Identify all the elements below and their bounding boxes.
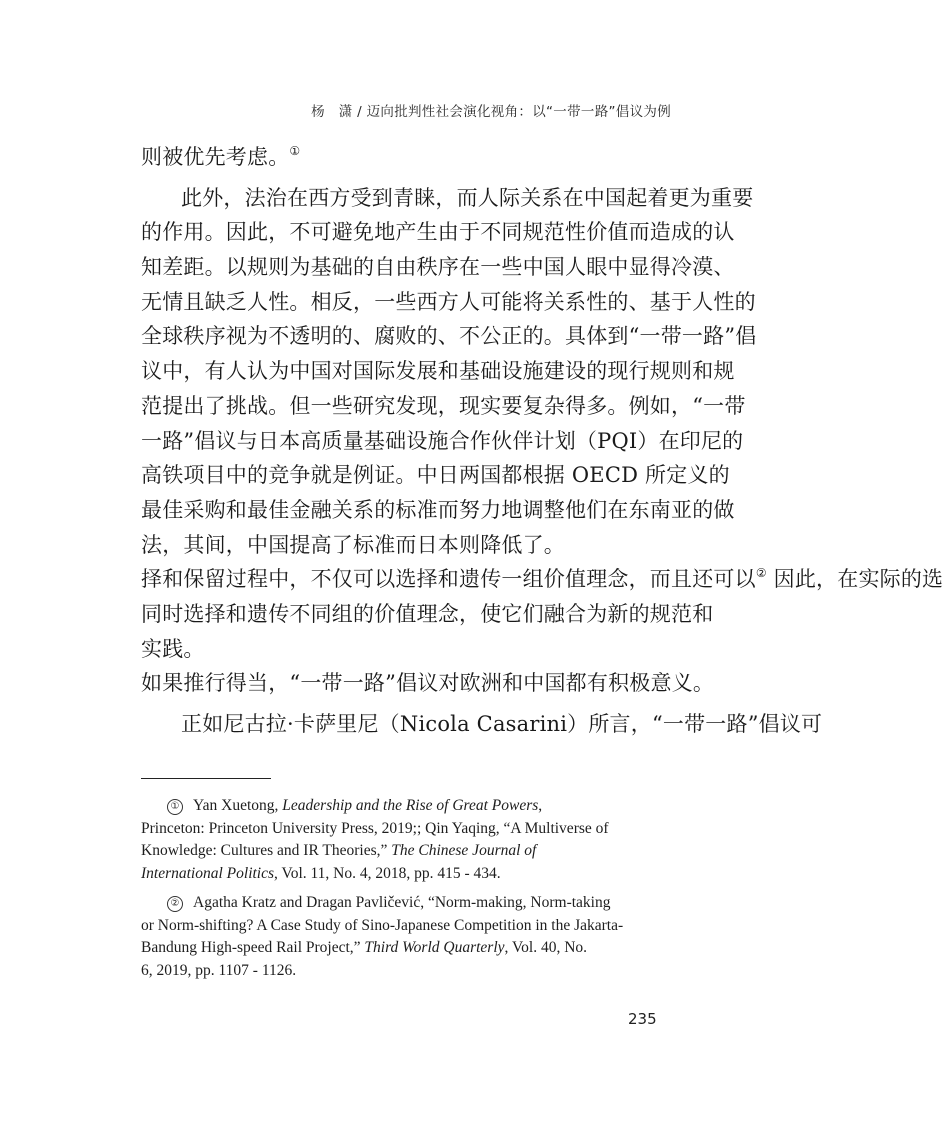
body-line: 如果推行得当，“一带一路”倡议对欧洲和中国都有积极意义。 bbox=[141, 671, 715, 696]
body-line: 高铁项目中的竞争就是例证。中日两国都根据 OECD 所定义的 bbox=[141, 463, 730, 488]
footnote-ref-1[interactable]: ① bbox=[289, 144, 301, 158]
body-line bbox=[141, 742, 681, 777]
footnote-ref-2[interactable]: ② bbox=[755, 566, 767, 581]
body-line: 法，其间，中国提高了标准而日本则降低了。 bbox=[141, 532, 565, 557]
footnote-1-line: International Politics, Vol. 11, No. 4, 2018, pp. 415 - 434. bbox=[141, 864, 501, 882]
body-line: 实践。 bbox=[141, 636, 205, 661]
body-line: 则被优先考虑。① bbox=[141, 144, 301, 169]
body-line: 知差距。以规则为基础的自由秩序在一些中国人眼中显得冷漠、 bbox=[141, 255, 735, 280]
body-line: 议中，有人认为中国对国际发展和基础设施建设的现行规则和规 bbox=[141, 359, 735, 384]
body-line: 最佳采购和最佳金融关系的标准而努力地调整他们在东南亚的做 bbox=[141, 497, 735, 522]
footnotes bbox=[141, 795, 681, 982]
body-line: 此外，法治在西方受到青睐，而人际关系在中国起着更为重要 bbox=[181, 185, 754, 210]
body-line: 无情且缺乏人性。相反，一些西方人可能将关系性的、基于人性的 bbox=[141, 289, 756, 314]
body-line: 范提出了挑战。但一些研究发现，现实要复杂得多。例如，“一带 bbox=[141, 393, 746, 418]
footnote-2-line: 6, 2019, pp. 1107 - 1126. bbox=[141, 961, 297, 979]
body-line: 同时选择和遗传不同组的价值理念，使它们融合为新的规范和 bbox=[141, 601, 714, 626]
body-line: 一路”倡议与日本高质量基础设施合作伙伴计划（PQI）在印尼的 bbox=[141, 428, 744, 453]
page-number: 235 bbox=[628, 1010, 657, 1028]
footnote-mark-1: ① bbox=[167, 799, 183, 815]
body-line: 的作用。因此，不可避免地产生由于不同规范性价值而造成的认 bbox=[141, 220, 735, 245]
footnote-1: ① Yan Xuetong, Leadership and the Rise of Great Powers, bbox=[141, 795, 681, 818]
body-line: 全球秩序视为不透明的、腐败的、不公正的。具体到“一带一路”倡 bbox=[141, 324, 757, 349]
footnote-2-line: Bandung High-speed Rail Project,” Third World Quarterly, Vol. 40, No. bbox=[141, 939, 588, 956]
footnote-mark-2: ② bbox=[167, 896, 183, 912]
body-line: 择和保留过程中，不仅可以选择和遗传一组价值理念，而且还可以② 因此，在实际的选 bbox=[141, 566, 943, 592]
footnote-1-line: Knowledge: Cultures and IR Theories,” The Chinese Journal of bbox=[141, 842, 537, 859]
body-text bbox=[141, 140, 943, 776]
footnote-2: ② Agatha Kratz and Dragan Pavličević, “Norm-making, Norm-taking bbox=[141, 892, 681, 915]
footnote-rule bbox=[141, 778, 271, 779]
body-line: 正如尼古拉·卡萨里尼（Nicola Casarini）所言，“一带一路”倡议可 bbox=[181, 712, 823, 736]
footnote-2-line: or Norm-shifting? A Case Study of Sino-Japanese Competition in the Jakarta- bbox=[141, 916, 624, 934]
footnote-1-line: Princeton: Princeton University Press, 2019;; Qin Yaqing, “A Multiverse of bbox=[141, 819, 609, 837]
running-header: 杨 潇 / 迈向批判性社会演化视角：以“一带一路”倡议为例 bbox=[311, 104, 671, 120]
